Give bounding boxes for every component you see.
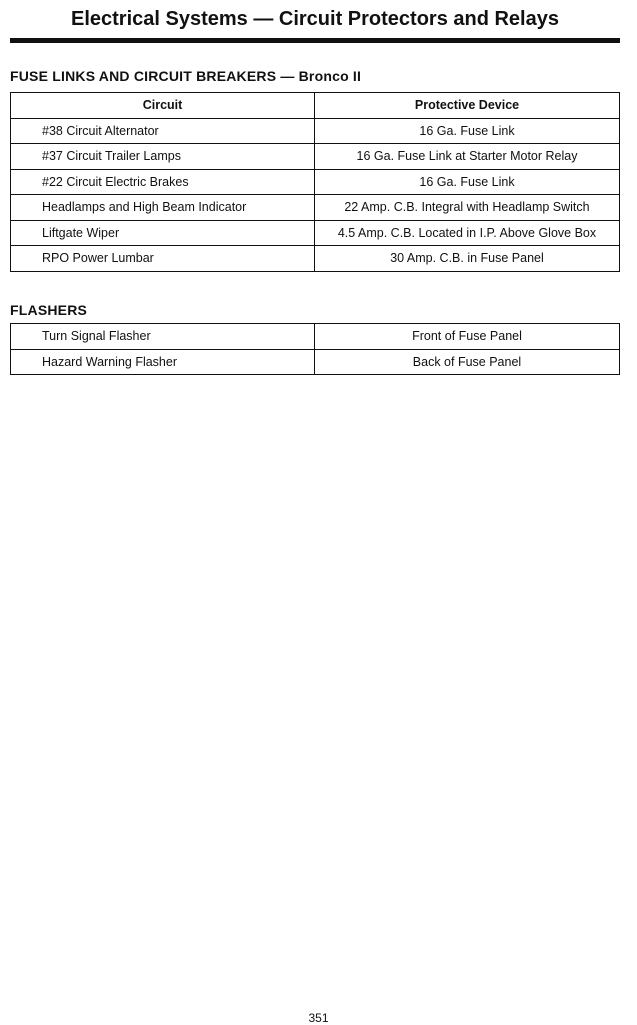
table-row [11,169,620,195]
table-row [11,324,620,350]
table-row [11,144,620,170]
device-cell: 16 Ga. Fuse Link at Starter Motor Relay [315,144,620,170]
circuit-cell: Liftgate Wiper [11,220,315,246]
table-header-row [11,93,620,119]
page-title: Electrical Systems — Circuit Protectors and Relays [71,8,559,30]
page-number: 351 [308,1011,329,1025]
circuit-cell: #37 Circuit Trailer Lamps [11,144,315,170]
flashers-section-heading: FLASHERS [10,302,88,318]
circuit-cell: Turn Signal Flasher [11,324,315,350]
device-cell: 4.5 Amp. C.B. Located in I.P. Above Glove Box [315,220,620,246]
column-header-protective-device: Protective Device [315,93,620,119]
flashers-table [10,323,620,375]
device-cell: 22 Amp. C.B. Integral with Headlamp Switch [315,195,620,221]
device-cell: Front of Fuse Panel [315,324,620,350]
fuse-section-heading: FUSE LINKS AND CIRCUIT BREAKERS — Bronco II [10,68,362,84]
table-row [11,246,620,272]
title-rule [10,38,620,43]
circuit-cell: RPO Power Lumbar [11,246,315,272]
table-row [11,349,620,375]
page-header [10,0,620,43]
circuit-cell: #38 Circuit Alternator [11,118,315,144]
column-header-circuit: Circuit [11,93,315,119]
circuit-cell: Hazard Warning Flasher [11,349,315,375]
device-cell: 16 Ga. Fuse Link [315,169,620,195]
table-row [11,195,620,221]
device-cell: 30 Amp. C.B. in Fuse Panel [315,246,620,272]
device-cell: 16 Ga. Fuse Link [315,118,620,144]
circuit-cell: #22 Circuit Electric Brakes [11,169,315,195]
table-row [11,220,620,246]
device-cell: Back of Fuse Panel [315,349,620,375]
circuit-cell: Headlamps and High Beam Indicator [11,195,315,221]
fuse-links-table [10,92,620,272]
table-row [11,118,620,144]
